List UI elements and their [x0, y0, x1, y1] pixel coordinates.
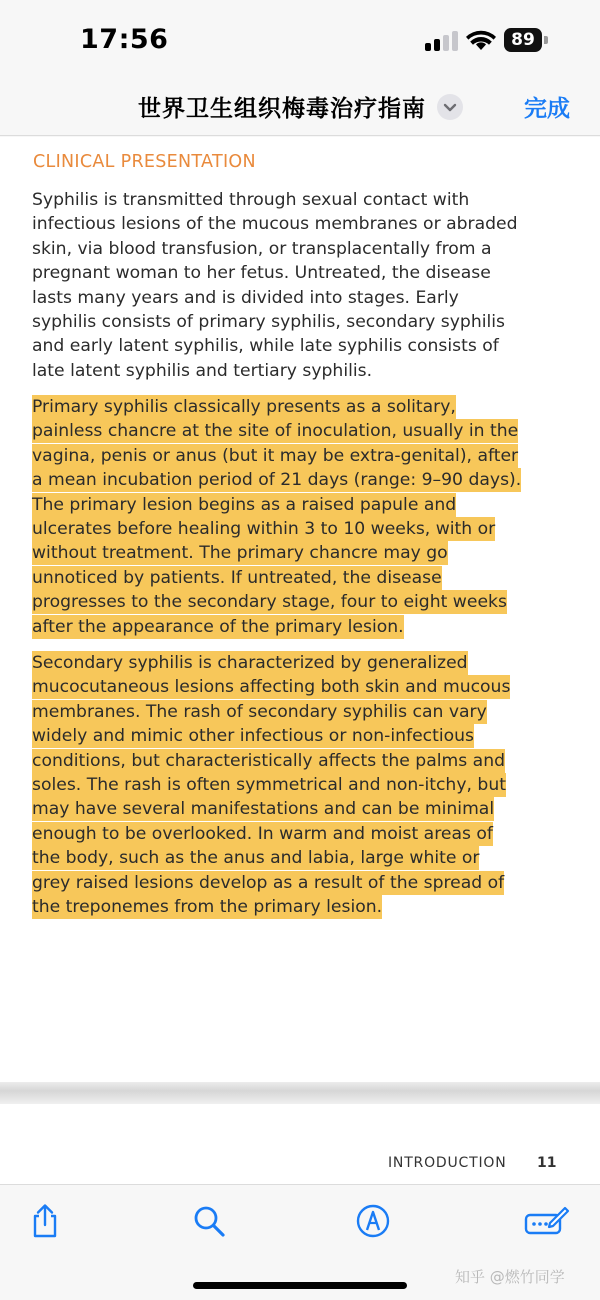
markup-icon[interactable] — [355, 1203, 391, 1239]
status-time: 17:56 — [80, 24, 169, 55]
navigation-bar — [0, 80, 600, 136]
home-indicator[interactable] — [193, 1282, 407, 1289]
next-page — [0, 1104, 600, 1184]
paragraph-text: Syphilis is transmitted through sexual contact with infectious lesions of the mucous membranes or abraded skin, via blood transfusion, or transplacentally from a pregnant woman to her fetus. Untreated, the disease lasts many years and is divided into stages. Early syphilis consists of primary syphilis, secondary syphilis and early latent syphilis, while late syphilis consists of late latent syphilis and tertiary syphilis. — [32, 190, 518, 381]
highlighted-text: Secondary syphilis is characterized by generalized mucocutaneous lesions affecting both skin and mucous membranes. The rash of secondary syphilis can vary widely and mimic other infectious or non-infectious conditions, but characteristically affects the palms and soles. The rash is often symmetrical and non-itchy, but may have several manifestations and can be minimal enough to be overlooked. In warm and moist areas of the body, such as the anus and labia, large white or grey raised lesions develop as a result of the spread of the treponemes from the primary lesion. — [32, 653, 511, 918]
page-separator — [0, 1082, 600, 1104]
page-number: 11 — [537, 1155, 557, 1171]
battery-icon — [504, 28, 548, 52]
battery-level: 89 — [504, 28, 542, 52]
highlighted-text: Primary syphilis classically presents as a solitary, painless chancre at the site of inoculation, usually in the vagina, penis or anus (but it may be extra-genital), after a mean incubation period of 21 days (range: 9–90 days). The primary lesion begins as a raised papule and ulcerates before healing within 3 to 10 weeks, with or without treatment. The primary chancre may go unnoticed by patients. If untreated, the disease progresses to the secondary stage, four to eight weeks after the appearance of the primary lesion. — [32, 397, 522, 637]
bottom-toolbar — [0, 1184, 600, 1300]
search-icon[interactable] — [191, 1203, 227, 1239]
wifi-icon — [466, 28, 496, 52]
paragraph-primary-syphilis[interactable] — [32, 395, 522, 639]
watermark-text: 知乎 @燃竹同学 — [455, 1268, 565, 1286]
status-bar — [0, 0, 600, 80]
paragraph-intro[interactable] — [32, 188, 522, 383]
document-title[interactable]: 世界卫生组织梅毒治疗指南 — [138, 96, 426, 122]
footer-section-label: INTRODUCTION — [388, 1155, 507, 1171]
section-heading: CLINICAL PRESENTATION — [33, 152, 256, 172]
form-fill-icon[interactable] — [524, 1203, 570, 1239]
cellular-signal-icon — [425, 31, 458, 51]
document-page — [0, 137, 600, 1082]
chevron-down-icon[interactable] — [437, 94, 463, 120]
done-button[interactable]: 完成 — [524, 96, 570, 122]
share-icon[interactable] — [27, 1203, 63, 1239]
paragraph-secondary-syphilis[interactable] — [32, 651, 522, 919]
